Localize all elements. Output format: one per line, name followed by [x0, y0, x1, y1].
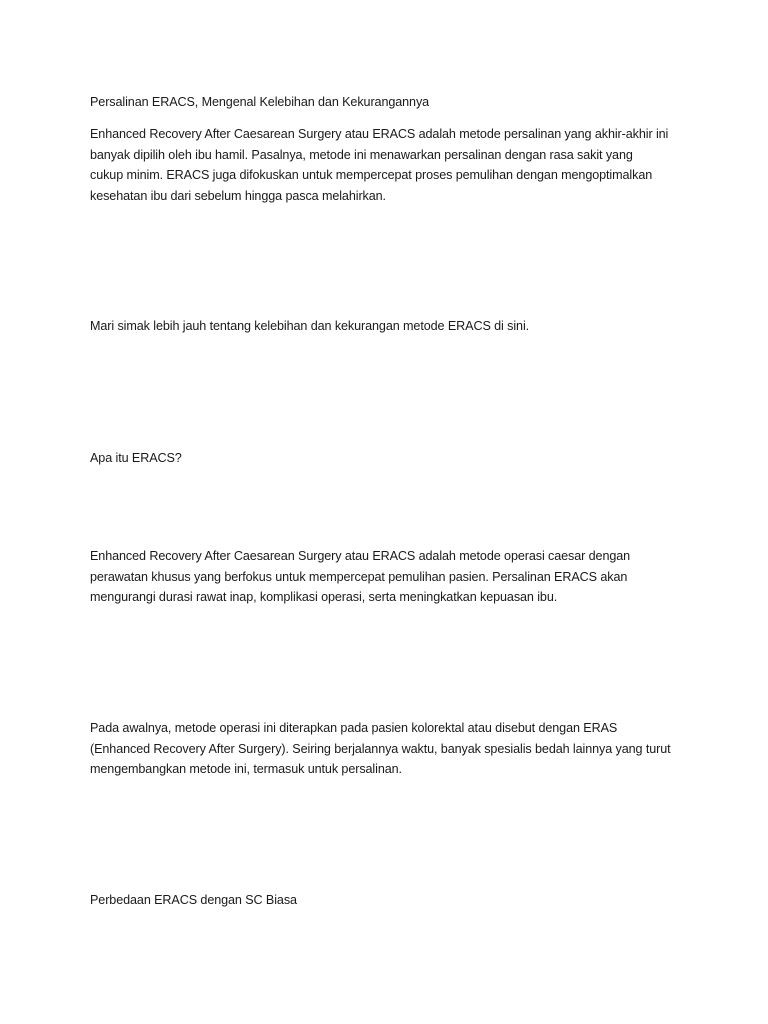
paragraph-line: banyak dipilih oleh ibu hamil. Pasalnya, metode ini menawarkan persalinan dengan rasa sakit yang	[90, 147, 633, 162]
heading-text: Apa itu ERACS?	[90, 451, 182, 465]
document-title	[90, 92, 690, 113]
invite-paragraph	[90, 316, 690, 337]
paragraph-line: perawatan khusus yang berfokus untuk mempercepat pemulihan pasien. Persalinan ERACS akan	[90, 569, 628, 584]
section-heading-what	[90, 448, 690, 469]
title-text: Persalinan ERACS, Mengenal Kelebihan dan Kekurangannya	[90, 95, 430, 109]
paragraph-line: Pada awalnya, metode operasi ini diterapkan pada pasien kolorektal atau disebut dengan ERAS	[90, 721, 618, 735]
history-paragraph	[90, 718, 690, 780]
heading-text: Perbedaan ERACS dengan SC Biasa	[90, 893, 297, 907]
paragraph-line: Enhanced Recovery After Caesarean Surgery atau ERACS adalah metode persalinan yang akhir-akhir ini	[90, 127, 669, 141]
section-heading-difference	[90, 890, 690, 911]
definition-paragraph	[90, 546, 690, 608]
paragraph-line: cukup minim. ERACS juga difokuskan untuk mempercepat proses pemulihan dengan mengoptimalkan	[90, 168, 653, 182]
paragraph-line: Enhanced Recovery After Caesarean Surgery atau ERACS adalah metode operasi caesar dengan	[90, 549, 631, 563]
paragraph-line: Mari simak lebih jauh tentang kelebihan dan kekurangan metode ERACS di sini.	[90, 319, 530, 333]
paragraph-line: mengembangkan metode ini, termasuk untuk persalinan.	[90, 762, 402, 776]
paragraph-line: (Enhanced Recovery After Surgery). Seiring berjalannya waktu, banyak spesialis bedah lainnya yang turut	[90, 741, 671, 756]
paragraph-line: mengurangi durasi rawat inap, komplikasi operasi, serta meningkatkan kepuasan ibu.	[90, 590, 558, 604]
paragraph-line: kesehatan ibu dari sebelum hingga pasca melahirkan.	[90, 188, 386, 203]
intro-paragraph	[90, 124, 690, 206]
